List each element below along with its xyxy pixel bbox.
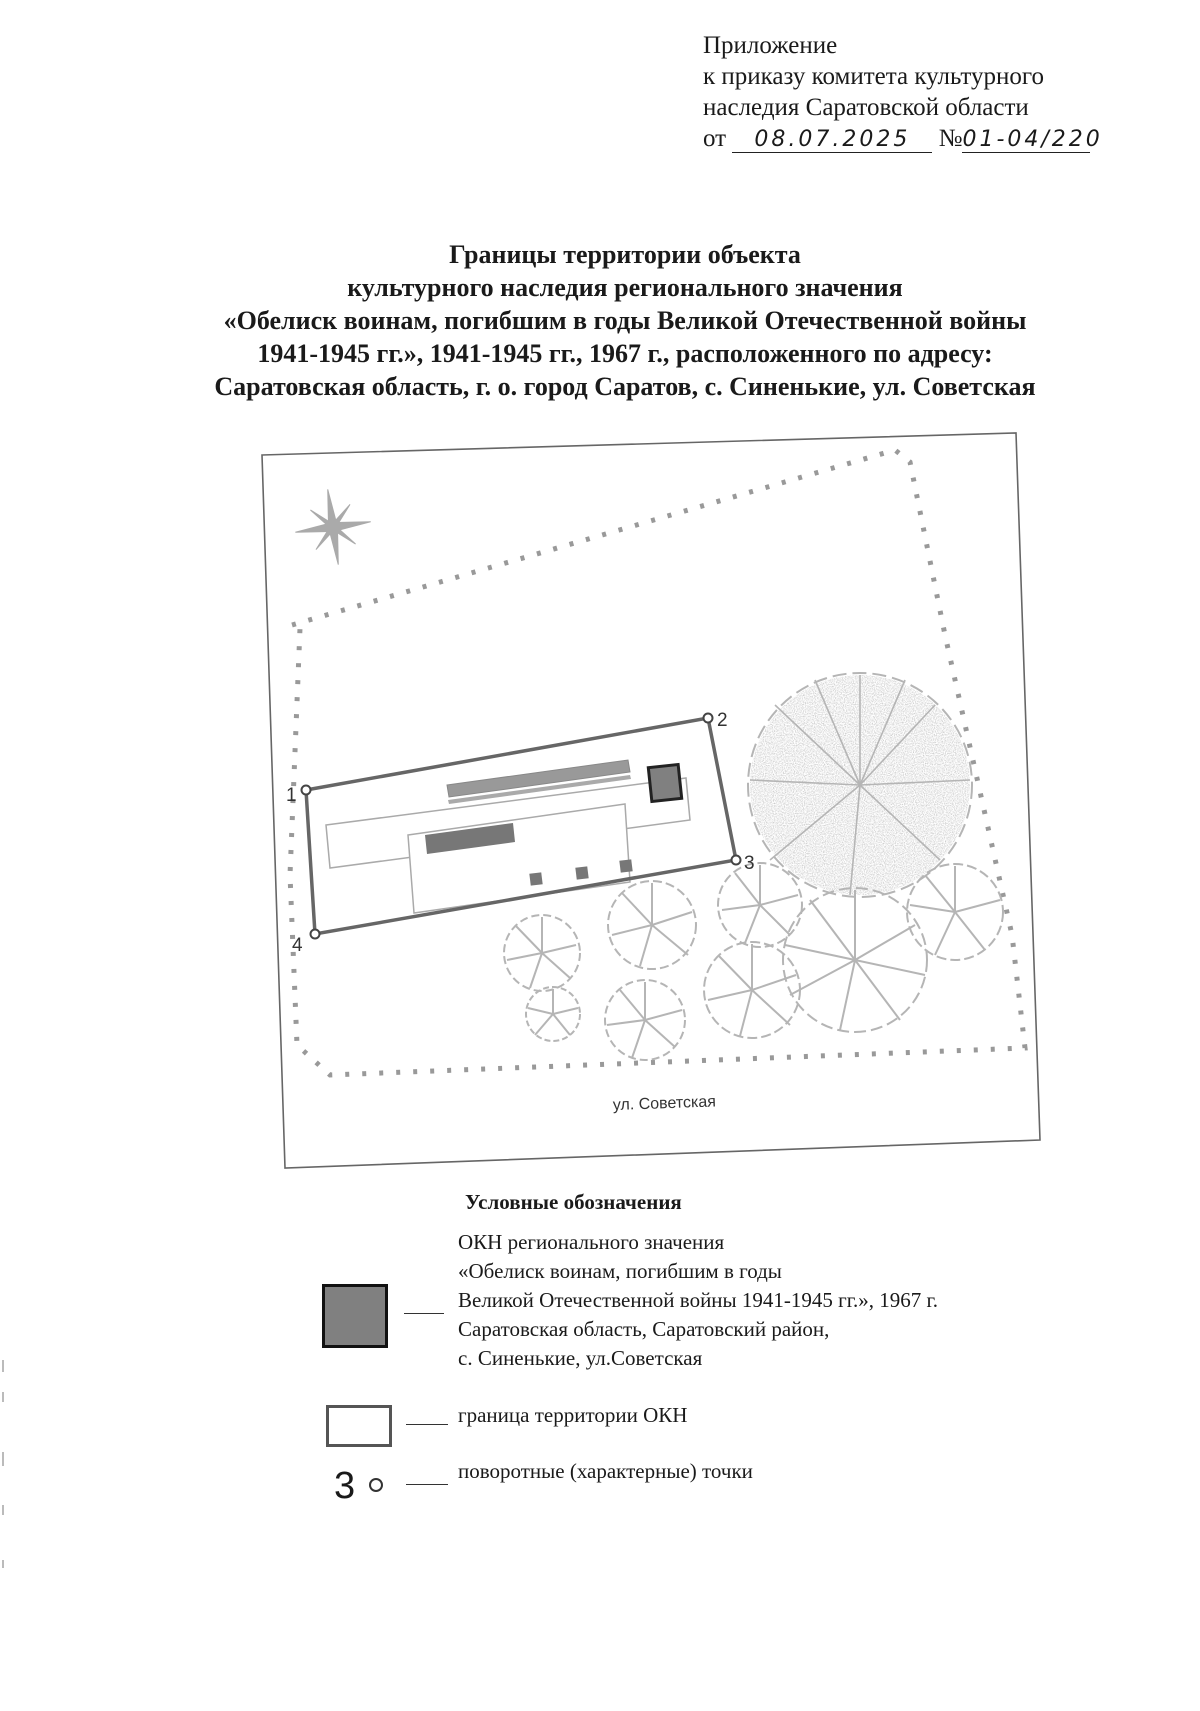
- legend-boundary-label: граница территории ОКН: [458, 1403, 688, 1427]
- title-line-3: «Обелиск воинам, погибшим в годы Великой Отечественной войны: [223, 306, 1027, 335]
- post: [529, 872, 542, 885]
- title-line-5: Саратовская область, г. о. город Саратов, с. Синенькие, ул. Советская: [214, 372, 1036, 401]
- scan-mark: [2, 1452, 4, 1466]
- okn-object: [648, 765, 681, 802]
- legend-okn-description: [458, 1228, 1098, 1373]
- point-label-1: 1: [286, 785, 297, 806]
- handwritten-date: 08.07.2025: [732, 128, 932, 153]
- legend-okn-line-3: Великой Отечественной войны 1941-1945 гг.», 1967 г.: [458, 1288, 938, 1312]
- legend-okn-line-5: с. Синенькие, ул.Советская: [458, 1346, 703, 1370]
- point-label-4: 4: [292, 935, 303, 956]
- legend-boundary-swatch: [326, 1405, 392, 1447]
- point-label-3: 3: [744, 853, 755, 874]
- legend-points-label: поворотные (характерные) точки: [458, 1459, 753, 1483]
- scan-mark: [2, 1505, 4, 1515]
- number-prefix: №: [938, 125, 963, 152]
- appendix-line-2: к приказу комитета культурного: [703, 63, 1045, 90]
- turning-point-4: [311, 930, 320, 939]
- turning-point-2: [704, 714, 713, 723]
- legend-okn-swatch: [322, 1284, 388, 1348]
- point-label-2: 2: [717, 710, 728, 731]
- document-title: [150, 238, 1100, 403]
- scan-mark: [2, 1360, 4, 1372]
- turning-point-3: [732, 856, 741, 865]
- title-line-2: культурного наследия регионального значения: [347, 273, 903, 302]
- legend-okn-line-2: «Обелиск воинам, погибшим в годы: [458, 1259, 782, 1283]
- post: [575, 866, 588, 879]
- appendix-header: [703, 30, 1163, 154]
- scan-mark: [2, 1560, 4, 1568]
- title-line-1: Границы территории объекта: [449, 240, 801, 269]
- legend-dash: [406, 1484, 448, 1485]
- appendix-line-1: Приложение: [703, 32, 838, 59]
- legend-dash: [406, 1424, 448, 1425]
- street-label: ул. Советская: [612, 1093, 717, 1114]
- legend-title: Условные обозначения: [465, 1190, 682, 1214]
- handwritten-number: 01-04/220: [962, 127, 1103, 152]
- turning-point-1: [302, 786, 311, 795]
- scan-mark: [2, 1392, 4, 1402]
- legend-dash: [404, 1313, 444, 1314]
- post: [619, 859, 632, 872]
- date-prefix: от: [703, 125, 727, 152]
- legend-okn-line-1: ОКН регионального значения: [458, 1230, 725, 1254]
- appendix-date-line: [703, 123, 1163, 154]
- appendix-line-3: наследия Саратовской области: [703, 94, 1029, 121]
- legend-point-number: 3: [334, 1465, 356, 1507]
- legend-point-icon: [369, 1478, 383, 1492]
- title-line-4: 1941-1945 гг.», 1941-1945 гг., 1967 г., расположенного по адресу:: [257, 339, 993, 368]
- legend-okn-line-4: Саратовская область, Саратовский район,: [458, 1317, 830, 1341]
